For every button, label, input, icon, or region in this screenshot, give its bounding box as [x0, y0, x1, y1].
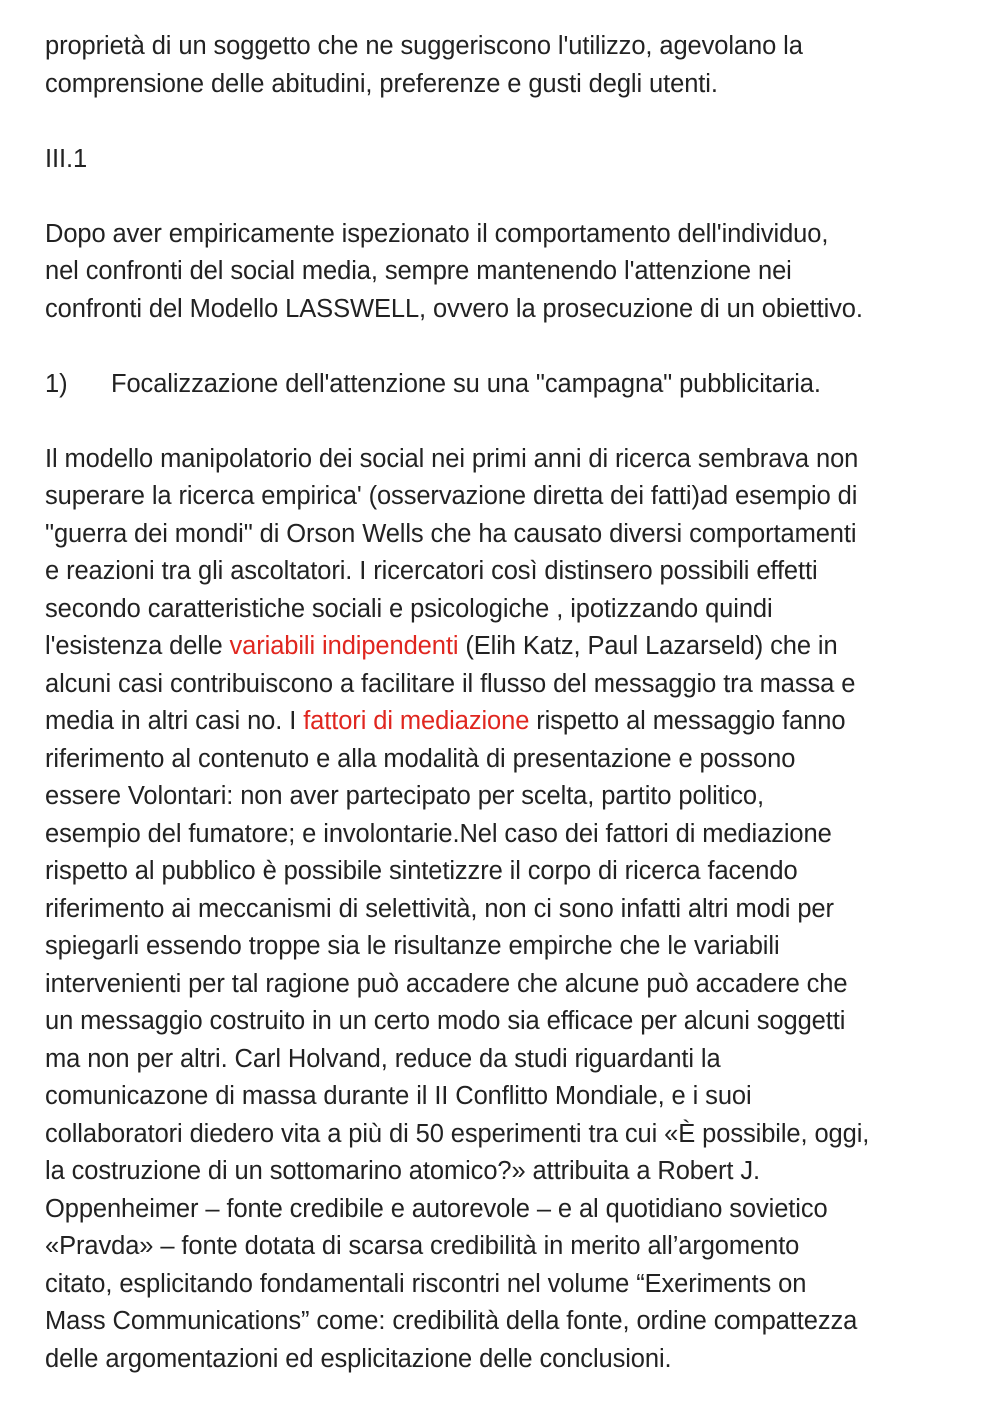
document-body — [45, 28, 965, 1378]
text-line: spiegarli essendo troppe sia le risultanze empirche che le variabili — [45, 932, 780, 960]
text-line: la costruzione di un sottomarino atomico?» attribuita a Robert J. — [45, 1157, 760, 1185]
text-line: un messaggio costruito in un certo modo sia efficace per alcuni soggetti — [45, 1007, 846, 1035]
highlighted-term-fattori-di-mediazione: fattori di mediazione — [303, 707, 530, 735]
text-line: l'esistenza delle — [45, 632, 230, 660]
text-line: essere Volontari: non aver partecipato per scelta, partito politico, — [45, 782, 764, 810]
text-line: intervenienti per tal ragione può accadere che alcune può accadere che — [45, 969, 848, 998]
text-line: collaboratori diedero vita a più di 50 esperimenti tra cui «È possibile, oggi, — [45, 1119, 870, 1148]
list-number: 1) — [45, 369, 68, 398]
intro-paragraph — [45, 28, 965, 103]
text-line: confronti del Modello LASSWELL, ovvero la prosecuzione di un obiettivo. — [45, 294, 863, 323]
text-line: secondo caratteristiche sociali e psicologiche , ipotizzando quindi — [45, 594, 773, 623]
text-line: media in altri casi no. I — [45, 707, 304, 735]
text-line: comunicazone di massa durante il II Conflitto Mondiale, e i suoi — [45, 1082, 752, 1110]
text-line: (Elih Katz, Paul Lazarseld) che in — [458, 632, 838, 660]
text-line: riferimento al contenuto e alla modalità di presentazione e possono — [45, 744, 796, 773]
text-line: riferimento ai meccanismi di selettività, non ci sono infatti altri modi per — [45, 894, 834, 923]
list-item-text: Focalizzazione dell'attenzione su una "campagna" pubblicitaria. — [111, 369, 821, 398]
text-line: Il modello manipolatorio dei social nei primi anni di ricerca sembrava non — [45, 444, 859, 473]
paragraph-gap — [45, 403, 965, 441]
text-line: esempio del fumatore; e involontarie.Nel caso dei fattori di mediazione — [45, 819, 832, 848]
text-line: comprensione delle abitudini, preferenze e gusti degli utenti. — [45, 69, 718, 98]
text-line: «Pravda» – fonte dotata di scarsa credibilità in merito all’argomento — [45, 1232, 800, 1260]
paragraph-gap — [45, 103, 965, 141]
paragraph-gap — [45, 178, 965, 216]
numbered-list-item — [45, 366, 965, 404]
section-heading: III.1 — [45, 144, 88, 173]
text-line: Dopo aver empiricamente ispezionato il comportamento dell'individuo, — [45, 219, 829, 248]
main-paragraph — [45, 441, 965, 1379]
text-line: e reazioni tra gli ascoltatori. I ricercatori così distinsero possibili effetti — [45, 557, 818, 585]
text-line: delle argomentazioni ed esplicitazione delle conclusioni. — [45, 1344, 672, 1373]
text-line: ma non per altri. Carl Holvand, reduce da studi riguardanti la — [45, 1044, 721, 1073]
highlighted-term-variabili-indipendenti: variabili indipendenti — [229, 632, 459, 660]
text-line: alcuni casi contribuiscono a facilitare il flusso del messaggio tra massa e — [45, 669, 856, 698]
lasswell-paragraph — [45, 216, 965, 329]
text-line: proprietà di un soggetto che ne suggeriscono l'utilizzo, agevolano la — [45, 32, 803, 60]
text-line: "guerra dei mondi" di Orson Wells che ha causato diversi comportamenti — [45, 519, 857, 548]
text-line: rispetto al pubblico è possibile sintetizzre il corpo di ricerca facendo — [45, 857, 798, 885]
text-line: rispetto al messaggio fanno — [529, 707, 846, 735]
text-line: Mass Communications” come: credibilità della fonte, ordine compattezza — [45, 1307, 858, 1335]
text-line: Oppenheimer – fonte credibile e autorevole – e al quotidiano sovietico — [45, 1194, 828, 1223]
text-line: nel confronti del social media, sempre mantenendo l'attenzione nei — [45, 257, 792, 285]
text-line: citato, esplicitando fondamentali riscontri nel volume “Exeriments on — [45, 1269, 807, 1298]
paragraph-gap — [45, 328, 965, 366]
text-line: superare la ricerca empirica' (osservazione diretta dei fatti)ad esempio di — [45, 482, 858, 510]
